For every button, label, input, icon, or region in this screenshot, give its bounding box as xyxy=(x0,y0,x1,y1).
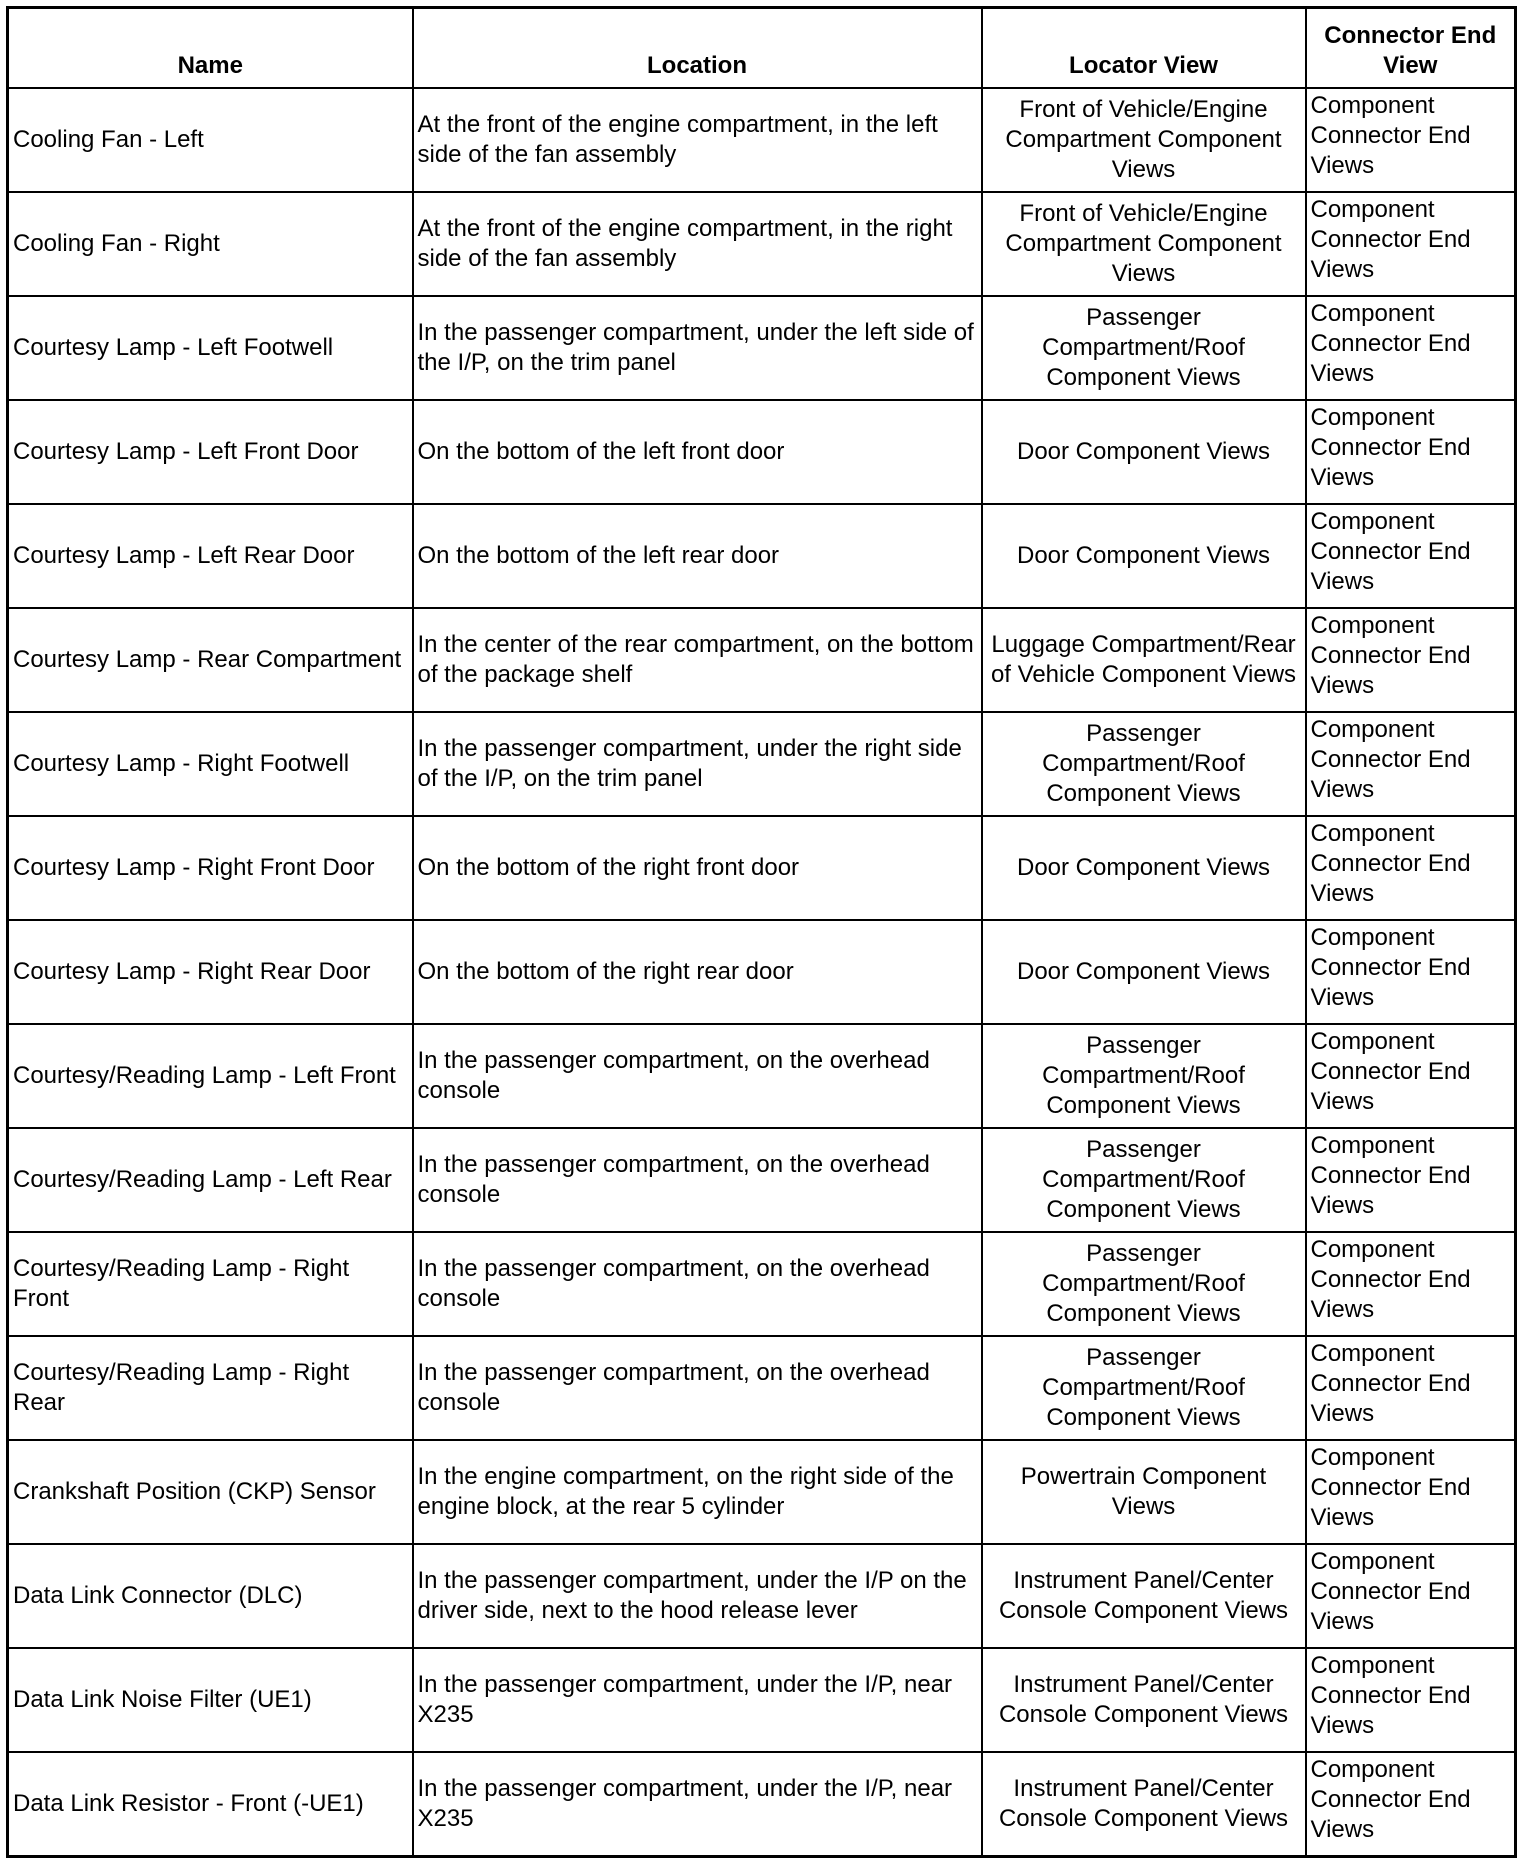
cell-locator-view: Instrument Panel/Center Console Component Views xyxy=(982,1648,1306,1752)
cell-name: Courtesy Lamp - Right Front Door xyxy=(8,816,413,920)
cell-location: In the passenger compartment, on the overhead console xyxy=(413,1024,982,1128)
cell-name: Data Link Resistor - Front (-UE1) xyxy=(8,1752,413,1857)
cell-name: Courtesy Lamp - Left Rear Door xyxy=(8,504,413,608)
cell-name: Courtesy Lamp - Left Front Door xyxy=(8,400,413,504)
header-location: Location xyxy=(413,8,982,89)
cell-location: In the center of the rear compartment, on the bottom of the package shelf xyxy=(413,608,982,712)
header-connector-end-view: Connector End View xyxy=(1306,8,1516,89)
cell-locator-view: Luggage Compartment/Rear of Vehicle Component Views xyxy=(982,608,1306,712)
table-row xyxy=(8,1544,1516,1648)
cell-locator-view: Passenger Compartment/Roof Component Views xyxy=(982,1336,1306,1440)
cell-name: Courtesy Lamp - Right Rear Door xyxy=(8,920,413,1024)
cell-location: In the passenger compartment, under the I/P on the driver side, next to the hood release lever xyxy=(413,1544,982,1648)
cell-locator-view: Powertrain Component Views xyxy=(982,1440,1306,1544)
cell-locator-view: Front of Vehicle/Engine Compartment Component Views xyxy=(982,88,1306,192)
cell-location: In the passenger compartment, on the overhead console xyxy=(413,1128,982,1232)
cell-connector-end-view: Component Connector End Views xyxy=(1306,1128,1516,1232)
cell-location: In the passenger compartment, under the left side of the I/P, on the trim panel xyxy=(413,296,982,400)
cell-location: On the bottom of the left front door xyxy=(413,400,982,504)
cell-connector-end-view: Component Connector End Views xyxy=(1306,608,1516,712)
cell-location: In the passenger compartment, on the overhead console xyxy=(413,1336,982,1440)
cell-connector-end-view: Component Connector End Views xyxy=(1306,1648,1516,1752)
table-row xyxy=(8,1128,1516,1232)
cell-locator-view: Door Component Views xyxy=(982,504,1306,608)
table-row xyxy=(8,712,1516,816)
cell-locator-view: Passenger Compartment/Roof Component Views xyxy=(982,712,1306,816)
cell-location: On the bottom of the right rear door xyxy=(413,920,982,1024)
cell-location: In the passenger compartment, under the right side of the I/P, on the trim panel xyxy=(413,712,982,816)
cell-name: Data Link Noise Filter (UE1) xyxy=(8,1648,413,1752)
table-row xyxy=(8,1440,1516,1544)
header-locator-view: Locator View xyxy=(982,8,1306,89)
cell-name: Courtesy/Reading Lamp - Left Front xyxy=(8,1024,413,1128)
header-name: Name xyxy=(8,8,413,89)
cell-connector-end-view: Component Connector End Views xyxy=(1306,1232,1516,1336)
cell-name: Cooling Fan - Left xyxy=(8,88,413,192)
table-row xyxy=(8,1024,1516,1128)
cell-connector-end-view: Component Connector End Views xyxy=(1306,1544,1516,1648)
cell-locator-view: Door Component Views xyxy=(982,816,1306,920)
cell-connector-end-view: Component Connector End Views xyxy=(1306,504,1516,608)
cell-connector-end-view: Component Connector End Views xyxy=(1306,1336,1516,1440)
cell-name: Courtesy Lamp - Left Footwell xyxy=(8,296,413,400)
header-row xyxy=(8,8,1516,89)
table-row xyxy=(8,1648,1516,1752)
cell-name: Courtesy/Reading Lamp - Left Rear xyxy=(8,1128,413,1232)
cell-location: In the passenger compartment, under the I/P, near X235 xyxy=(413,1648,982,1752)
cell-location: On the bottom of the right front door xyxy=(413,816,982,920)
cell-locator-view: Passenger Compartment/Roof Component Views xyxy=(982,1024,1306,1128)
cell-connector-end-view: Component Connector End Views xyxy=(1306,712,1516,816)
table-row xyxy=(8,816,1516,920)
table-row xyxy=(8,504,1516,608)
cell-connector-end-view: Component Connector End Views xyxy=(1306,920,1516,1024)
component-locator-table xyxy=(6,6,1517,1858)
cell-location: At the front of the engine compartment, in the left side of the fan assembly xyxy=(413,88,982,192)
table-row xyxy=(8,1752,1516,1857)
cell-locator-view: Passenger Compartment/Roof Component Views xyxy=(982,1128,1306,1232)
cell-connector-end-view: Component Connector End Views xyxy=(1306,1440,1516,1544)
table-row xyxy=(8,1232,1516,1336)
cell-locator-view: Passenger Compartment/Roof Component Views xyxy=(982,296,1306,400)
table-row xyxy=(8,1336,1516,1440)
cell-locator-view: Door Component Views xyxy=(982,400,1306,504)
cell-name: Crankshaft Position (CKP) Sensor xyxy=(8,1440,413,1544)
table-row xyxy=(8,296,1516,400)
cell-locator-view: Instrument Panel/Center Console Component Views xyxy=(982,1544,1306,1648)
cell-name: Courtesy/Reading Lamp - Right Front xyxy=(8,1232,413,1336)
cell-name: Courtesy Lamp - Rear Compartment xyxy=(8,608,413,712)
cell-location: In the engine compartment, on the right side of the engine block, at the rear 5 cylinder xyxy=(413,1440,982,1544)
cell-connector-end-view: Component Connector End Views xyxy=(1306,400,1516,504)
cell-locator-view: Passenger Compartment/Roof Component Views xyxy=(982,1232,1306,1336)
table-body xyxy=(8,88,1516,1857)
table-row xyxy=(8,608,1516,712)
cell-name: Courtesy/Reading Lamp - Right Rear xyxy=(8,1336,413,1440)
cell-connector-end-view: Component Connector End Views xyxy=(1306,1024,1516,1128)
cell-name: Data Link Connector (DLC) xyxy=(8,1544,413,1648)
cell-location: At the front of the engine compartment, in the right side of the fan assembly xyxy=(413,192,982,296)
cell-connector-end-view: Component Connector End Views xyxy=(1306,816,1516,920)
cell-name: Cooling Fan - Right xyxy=(8,192,413,296)
cell-locator-view: Front of Vehicle/Engine Compartment Component Views xyxy=(982,192,1306,296)
cell-connector-end-view: Component Connector End Views xyxy=(1306,1752,1516,1857)
table-row xyxy=(8,920,1516,1024)
cell-connector-end-view: Component Connector End Views xyxy=(1306,192,1516,296)
cell-locator-view: Door Component Views xyxy=(982,920,1306,1024)
table-row xyxy=(8,400,1516,504)
cell-connector-end-view: Component Connector End Views xyxy=(1306,88,1516,192)
cell-location: In the passenger compartment, on the overhead console xyxy=(413,1232,982,1336)
cell-name: Courtesy Lamp - Right Footwell xyxy=(8,712,413,816)
cell-locator-view: Instrument Panel/Center Console Component Views xyxy=(982,1752,1306,1857)
table-row xyxy=(8,88,1516,192)
cell-location: In the passenger compartment, under the I/P, near X235 xyxy=(413,1752,982,1857)
cell-connector-end-view: Component Connector End Views xyxy=(1306,296,1516,400)
table-row xyxy=(8,192,1516,296)
cell-location: On the bottom of the left rear door xyxy=(413,504,982,608)
